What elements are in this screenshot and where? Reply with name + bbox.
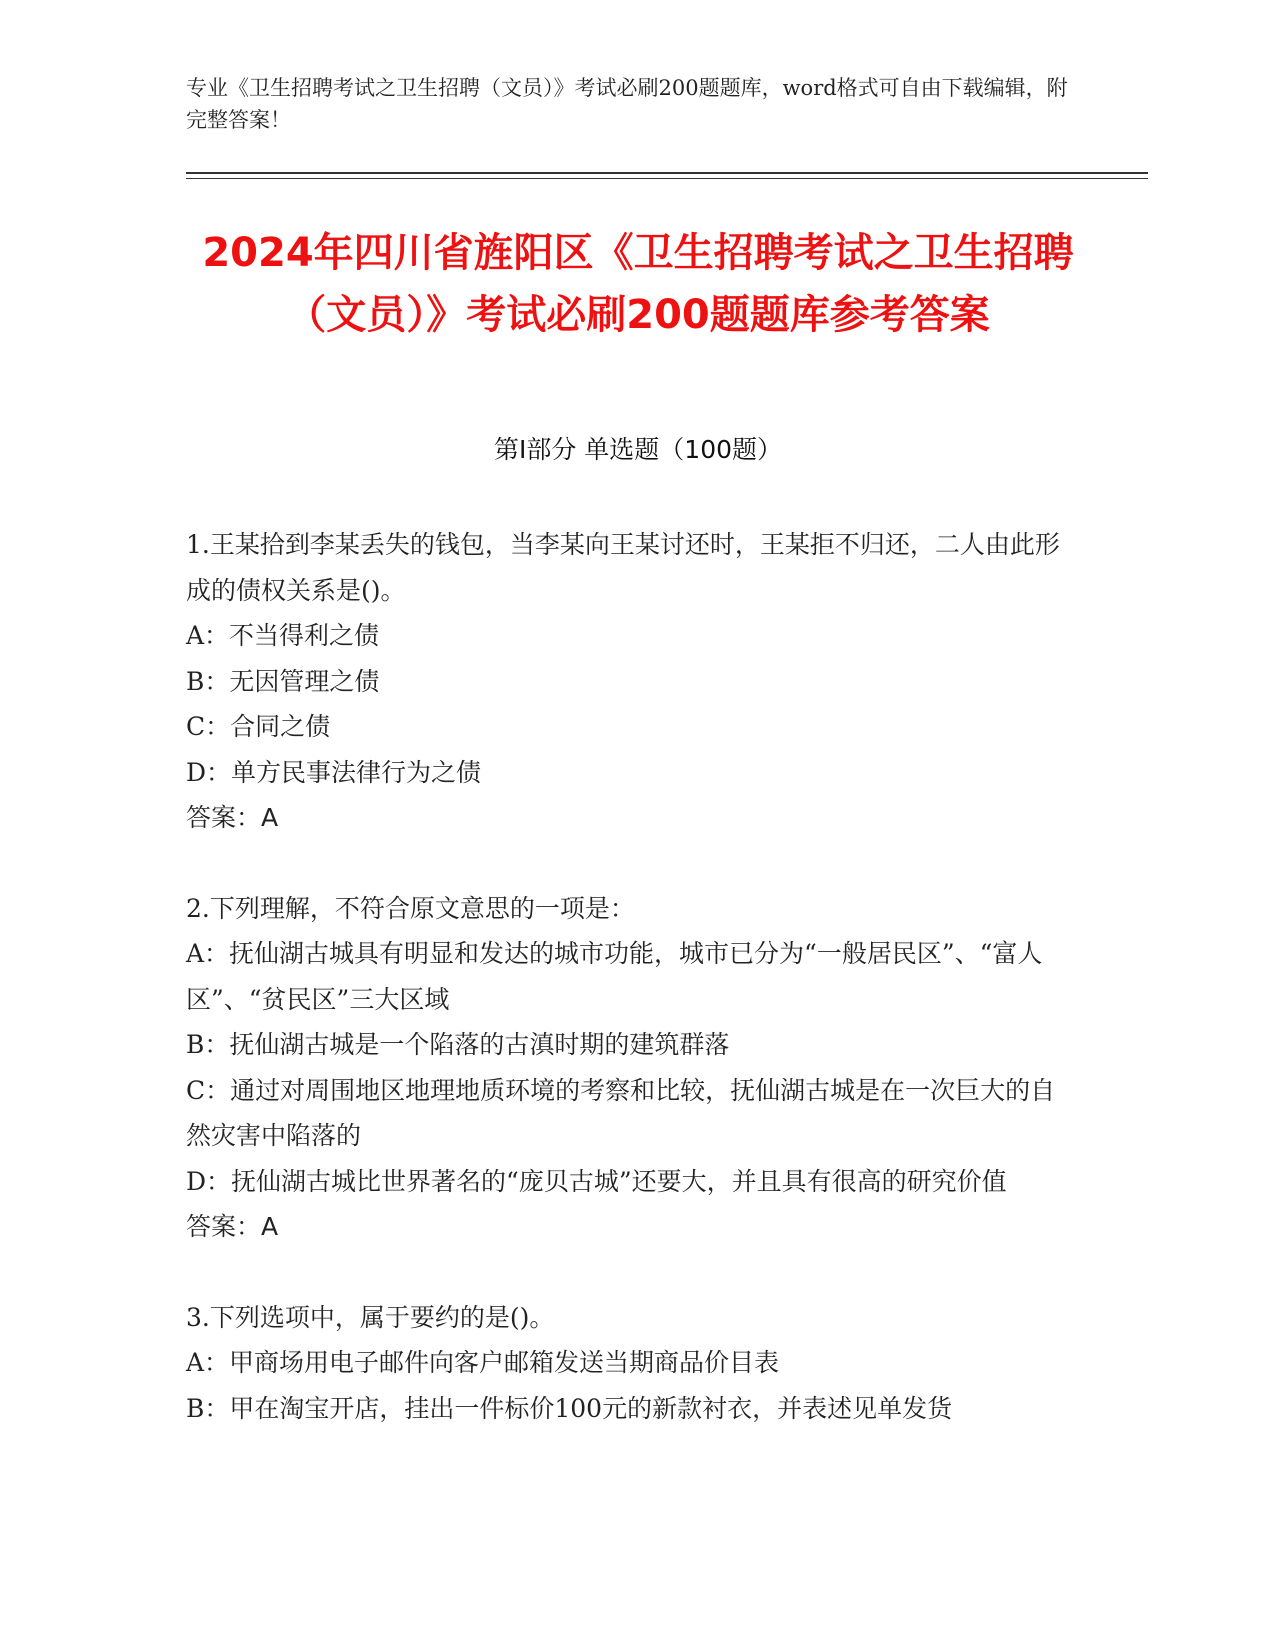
answer: 答案：A <box>186 1212 279 1241</box>
header-rule-thin <box>186 178 1148 179</box>
option-d: D：单方民事法律行为之债 <box>186 757 482 787</box>
header-rule-thick <box>186 172 1148 174</box>
section-title: 第I部分 单选题（100题） <box>493 435 783 464</box>
question-2 <box>186 886 1066 1250</box>
option-b: B：无因管理之债 <box>186 666 380 696</box>
question-list <box>186 522 1066 1476</box>
question-3 <box>186 1295 1066 1432</box>
question-stem: 3.下列选项中，属于要约的是()。 <box>186 1302 555 1332</box>
option-b: B：甲在淘宝开店，挂出一件标价100元的新款衬衣，并表述见单发货 <box>186 1393 953 1423</box>
document-title: 2024年四川省旌阳区《卫生招聘考试之卫生招聘（文员）》考试必刷200题题库参考答案 <box>202 230 1074 338</box>
option-c: C：通过对周围地区地理地质环境的考察和比较，抚仙湖古城是在一次巨大的自然灾害中陷落的 <box>186 1075 1056 1150</box>
option-d: D：抚仙湖古城比世界著名的“庞贝古城”还要大，并且具有很高的研究价值 <box>186 1166 1007 1196</box>
option-b: B：抚仙湖古城是一个陷落的古滇时期的建筑群落 <box>186 1030 730 1059</box>
question-stem: 1.王某拾到李某丢失的钱包，当李某向王某讨还时，王某拒不归还，二人由此形成的债权关系是()。 <box>186 530 1060 605</box>
option-c: C：合同之债 <box>186 712 331 741</box>
answer: 答案：A <box>186 803 279 832</box>
option-a: A：甲商场用电子邮件向客户邮箱发送当期商品价目表 <box>186 1348 780 1377</box>
header-note: 专业《卫生招聘考试之卫生招聘（文员）》考试必刷200题题库，word格式可自由下载编辑，附完整答案！ <box>186 76 1068 132</box>
question-stem: 2.下列理解，不符合原文意思的一项是： <box>186 893 635 923</box>
option-a: A：抚仙湖古城具有明显和发达的城市功能，城市已分为“一般居民区”、“富人区”、“贫民区”三大区域 <box>186 939 1043 1014</box>
question-1 <box>186 522 1066 841</box>
option-a: A：不当得利之债 <box>186 621 380 650</box>
